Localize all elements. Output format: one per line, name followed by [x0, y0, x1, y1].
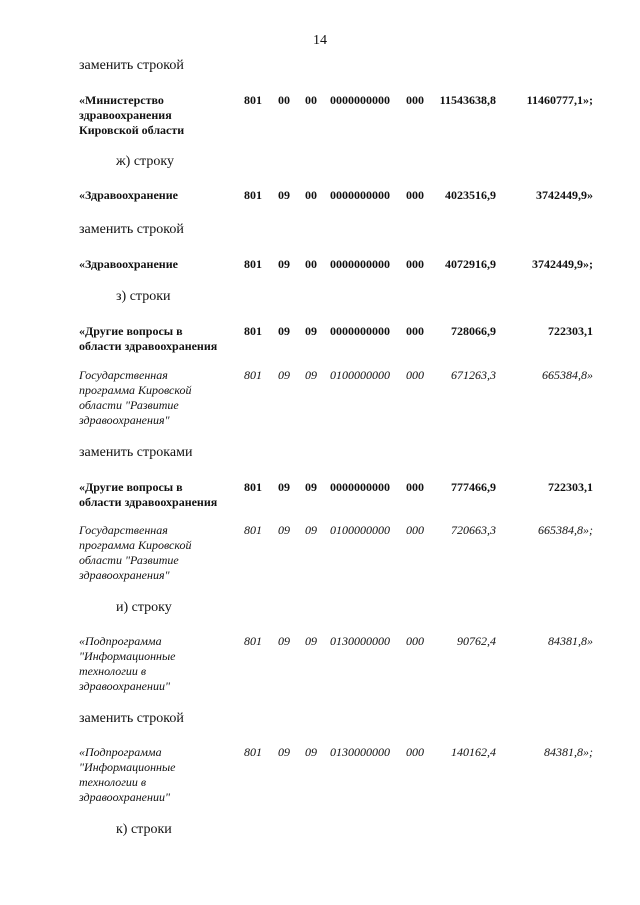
subsection-code: 09 [305, 745, 317, 759]
row-name-line: здравоохранения" [79, 413, 170, 427]
ministry-code: 801 [244, 188, 262, 202]
amount-year-1: 720663,3 [451, 523, 496, 537]
instruction-text: заменить строкой [79, 58, 184, 73]
ministry-code: 801 [244, 745, 262, 759]
amount-year-2: 722303,1 [548, 324, 593, 338]
amount-year-2: 665384,8»; [538, 523, 593, 537]
amount-year-2: 3742449,9» [536, 188, 593, 202]
target-code: 0100000000 [330, 523, 390, 537]
ministry-code: 801 [244, 368, 262, 382]
subsection-code: 09 [305, 324, 317, 338]
target-code: 0100000000 [330, 368, 390, 382]
section-code: 09 [278, 745, 290, 759]
row-name [79, 188, 244, 203]
subsection-code: 00 [305, 93, 317, 107]
expense-type-code: 000 [406, 745, 424, 759]
row-name-line: области "Развитие [79, 553, 179, 567]
row-name-line: «Подпрограмма [79, 634, 162, 648]
subitem-heading: и) строку [116, 600, 172, 615]
instruction-text: заменить строкой [79, 711, 184, 726]
ministry-code: 801 [244, 523, 262, 537]
expense-type-code: 000 [406, 368, 424, 382]
ministry-code: 801 [244, 257, 262, 271]
row-name-line: «Другие вопросы в [79, 480, 183, 494]
amount-year-1: 140162,4 [451, 745, 496, 759]
row-name-line: "Информационные [79, 760, 176, 774]
target-code: 0000000000 [330, 93, 390, 107]
amount-year-1: 671263,3 [451, 368, 496, 382]
page-number: 14 [313, 33, 327, 48]
row-name-line: здравоохранении" [79, 790, 171, 804]
subsection-code: 00 [305, 188, 317, 202]
amount-year-2: 84381,8»; [544, 745, 593, 759]
section-code: 09 [278, 480, 290, 494]
expense-type-code: 000 [406, 188, 424, 202]
expense-type-code: 000 [406, 257, 424, 271]
row-name-line: здравоохранении" [79, 679, 171, 693]
subitem-heading: ж) строку [116, 154, 174, 169]
target-code: 0000000000 [330, 257, 390, 271]
row-name [79, 93, 244, 138]
subsection-code: 09 [305, 634, 317, 648]
target-code: 0130000000 [330, 745, 390, 759]
row-name-line: «Другие вопросы в [79, 324, 183, 338]
row-name-line: «Здравоохранение [79, 257, 178, 271]
amount-year-2: 722303,1 [548, 480, 593, 494]
row-name-line: области "Развитие [79, 398, 179, 412]
section-code: 00 [278, 93, 290, 107]
amount-year-2: 665384,8» [542, 368, 593, 382]
row-name-line: Государственная [79, 523, 168, 537]
subsection-code: 00 [305, 257, 317, 271]
amount-year-2: 84381,8» [548, 634, 593, 648]
row-name-line: «Министерство [79, 93, 164, 107]
row-name-line: Государственная [79, 368, 168, 382]
row-name-line: технологии в [79, 775, 147, 789]
amount-year-2: 3742449,9»; [532, 257, 593, 271]
amount-year-1: 4023516,9 [445, 188, 496, 202]
row-name-line: здравоохранения [79, 108, 172, 122]
row-name-line: программа Кировской [79, 538, 192, 552]
target-code: 0000000000 [330, 188, 390, 202]
section-code: 09 [278, 324, 290, 338]
instruction-text: заменить строками [79, 445, 193, 460]
expense-type-code: 000 [406, 634, 424, 648]
row-name-line: области здравоохранения [79, 339, 218, 353]
ministry-code: 801 [244, 93, 262, 107]
subitem-heading: к) строки [116, 822, 172, 837]
section-code: 09 [278, 634, 290, 648]
expense-type-code: 000 [406, 523, 424, 537]
row-name [79, 523, 244, 583]
expense-type-code: 000 [406, 324, 424, 338]
amount-year-1: 90762,4 [457, 634, 496, 648]
row-name-line: Кировской области [79, 123, 185, 137]
amount-year-1: 4072916,9 [445, 257, 496, 271]
section-code: 09 [278, 523, 290, 537]
row-name [79, 634, 244, 694]
section-code: 09 [278, 188, 290, 202]
expense-type-code: 000 [406, 93, 424, 107]
expense-type-code: 000 [406, 480, 424, 494]
amount-year-1: 777466,9 [451, 480, 496, 494]
subsection-code: 09 [305, 480, 317, 494]
row-name-line: «Подпрограмма [79, 745, 162, 759]
ministry-code: 801 [244, 324, 262, 338]
row-name-line: «Здравоохранение [79, 188, 178, 202]
row-name [79, 480, 244, 510]
row-name-line: "Информационные [79, 649, 176, 663]
instruction-text: заменить строкой [79, 222, 184, 237]
target-code: 0000000000 [330, 324, 390, 338]
subsection-code: 09 [305, 523, 317, 537]
amount-year-1: 11543638,8 [439, 93, 496, 107]
section-code: 09 [278, 368, 290, 382]
ministry-code: 801 [244, 480, 262, 494]
row-name-line: здравоохранения" [79, 568, 170, 582]
row-name [79, 257, 244, 272]
row-name [79, 745, 244, 805]
row-name-line: технологии в [79, 664, 147, 678]
row-name-line: программа Кировской [79, 383, 192, 397]
amount-year-1: 728066,9 [451, 324, 496, 338]
ministry-code: 801 [244, 634, 262, 648]
row-name-line: области здравоохранения [79, 495, 218, 509]
subsection-code: 09 [305, 368, 317, 382]
target-code: 0000000000 [330, 480, 390, 494]
row-name [79, 324, 244, 354]
row-name [79, 368, 244, 428]
section-code: 09 [278, 257, 290, 271]
amount-year-2: 11460777,1»; [526, 93, 593, 107]
subitem-heading: з) строки [116, 289, 171, 304]
target-code: 0130000000 [330, 634, 390, 648]
